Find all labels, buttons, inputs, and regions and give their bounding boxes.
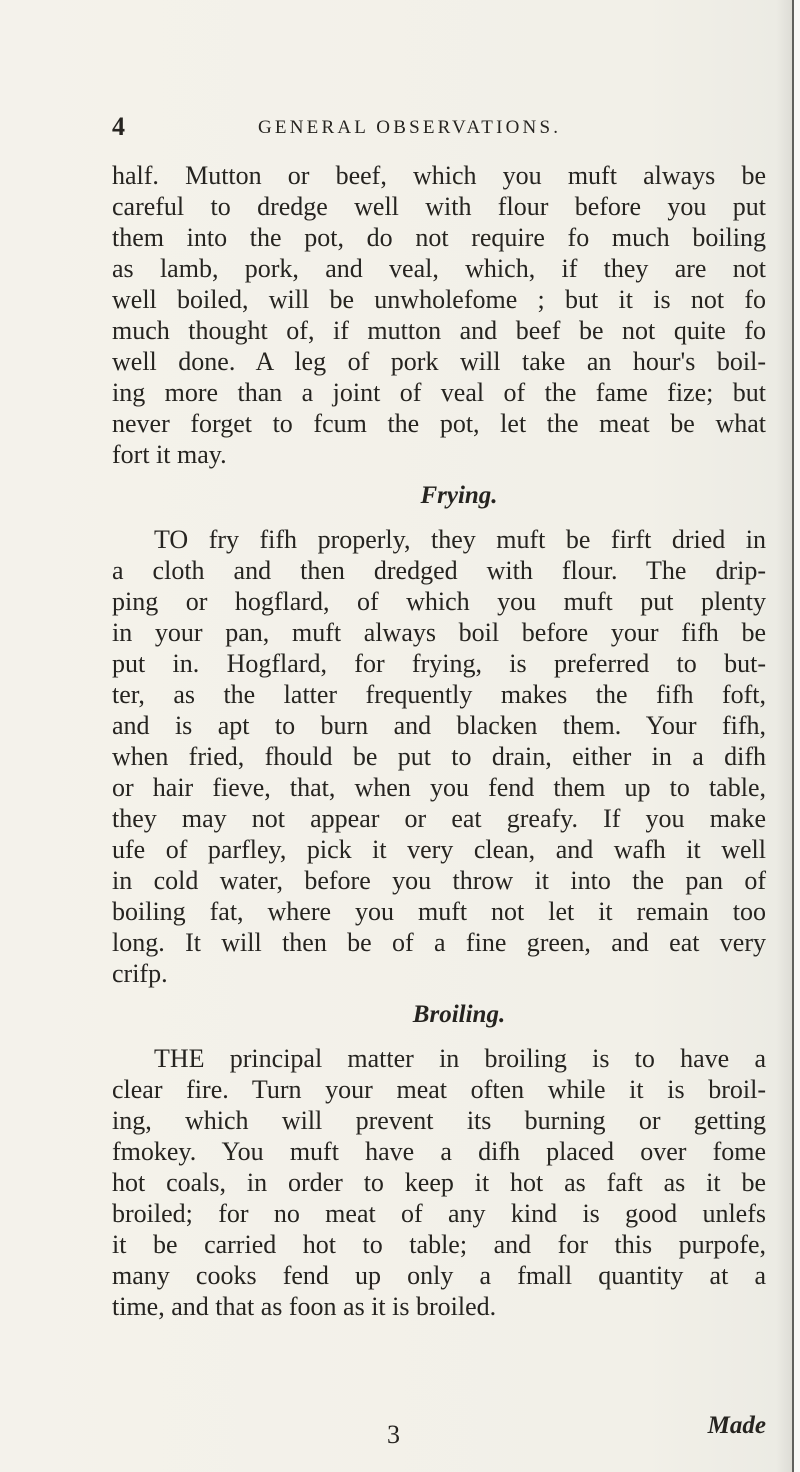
running-head: GENERAL OBSERVATIONS.: [258, 117, 562, 138]
text-line: much thought of, if mutton and beef be not quite fo: [112, 316, 766, 345]
text-line: long. It will then be of a fine green, and eat very: [112, 928, 766, 957]
text-line: or hair fieve, that, when you fend them up to table,: [112, 773, 766, 802]
page-footer: [112, 1412, 766, 1454]
text-line: careful to dredge well with flour before you put: [112, 192, 766, 221]
frying-section: [112, 470, 766, 989]
text-line: well boiled, will be unwholefome ; but it is not fo: [112, 285, 766, 314]
boiling-continuation: [112, 160, 766, 470]
text-line: ing, which will prevent its burning or getting: [112, 1106, 766, 1135]
text-line: half. Mutton or beef, which you muft always be: [112, 161, 766, 190]
text-line: ter, as the latter frequently makes the fifh foft,: [112, 680, 766, 709]
text-line: boiling fat, where you muft not let it remain too: [112, 897, 766, 926]
catchword: Made: [707, 1412, 766, 1439]
text-line: in your pan, muft always boil before your fifh be: [112, 618, 766, 647]
section-heading-broiling: Broiling.: [412, 1001, 506, 1028]
page-number: 4: [112, 112, 125, 141]
section-heading-frying: Frying.: [420, 482, 498, 509]
text-line: ping or hogflard, of which you muft put plenty: [112, 587, 766, 616]
text-line: they may not appear or eat greafy. If you make: [112, 804, 766, 833]
text-line: ing more than a joint of veal of the fame fize; but: [112, 378, 766, 407]
text-line: a cloth and then dredged with flour. The drip-: [112, 556, 766, 585]
text-line: and is apt to burn and blacken them. Your fifh,: [112, 711, 766, 740]
text-line: put in. Hogflard, for frying, is preferred to but-: [112, 649, 766, 678]
text-line: time, and that as foon as it is broiled.: [112, 1292, 497, 1321]
text-line: crifp.: [112, 959, 168, 988]
page-header: [112, 112, 672, 142]
text-line: clear fire. Turn your meat often while it is broil-: [112, 1075, 766, 1104]
text-line: fort it may.: [112, 440, 227, 469]
text-line: them into the pot, do not require fo much boiling: [112, 223, 766, 252]
text-line: TO fry fifh properly, they muft be firft dried in: [154, 525, 766, 554]
text-line: never forget to fcum the pot, let the meat be what: [112, 409, 766, 438]
broiling-section: [112, 989, 766, 1322]
text-line: ufe of parfley, pick it very clean, and wafh it well: [112, 835, 766, 864]
page-body: [112, 160, 766, 1322]
text-line: THE principal matter in broiling is to have a: [154, 1044, 766, 1073]
text-line: broiled; for no meat of any kind is good unlefs: [112, 1199, 766, 1228]
text-line: when fried, fhould be put to drain, either in a difh: [112, 742, 766, 771]
text-line: in cold water, before you throw it into the pan of: [112, 866, 766, 895]
signature-mark: 3: [387, 1420, 400, 1449]
text-line: many cooks fend up only a fmall quantity at a: [112, 1261, 766, 1290]
text-line: well done. A leg of pork will take an hour's boil-: [112, 347, 766, 376]
text-line: it be carried hot to table; and for this purpofe,: [112, 1230, 766, 1259]
text-line: fmokey. You muft have a difh placed over fome: [112, 1137, 766, 1166]
page-edge-margin: [794, 0, 800, 1472]
text-line: hot coals, in order to keep it hot as faft as it be: [112, 1168, 766, 1197]
text-line: as lamb, pork, and veal, which, if they are not: [112, 254, 766, 283]
